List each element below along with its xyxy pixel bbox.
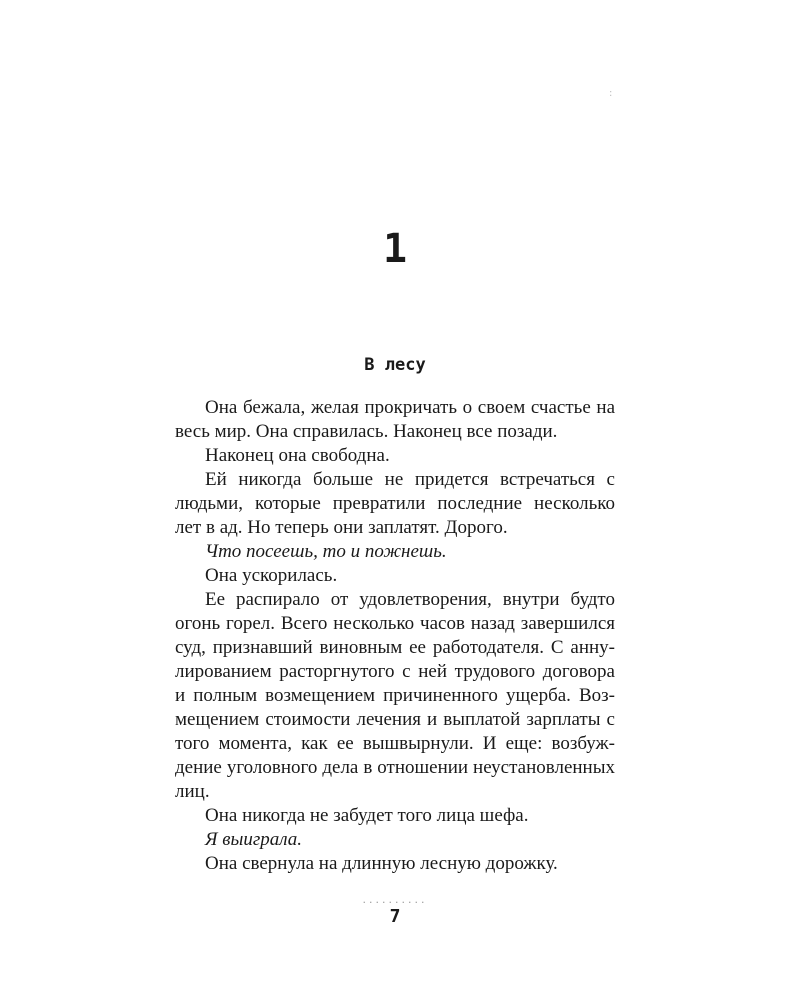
body-paragraph: Наконец она свободна.	[205, 445, 390, 466]
body-paragraph: Она свернула на длинную лесную дорожку.	[205, 853, 558, 874]
body-paragraph: Она бежала, желая прокричать о своем счастье на весь мир. Она справилась. Наконец все позади.	[175, 397, 615, 442]
page-footer	[0, 894, 790, 928]
body-paragraph: Что посеешь, то и пожнешь.	[205, 541, 447, 562]
chapter-body	[175, 396, 615, 876]
body-paragraph: Ее распирало от удовлетворения, внутри будто огонь горел. Всего несколько часов назад завершился суд, признавший виновным ее работодателя. С аннулированием расторгнутого с ней трудового договора и полным возмещением причиненного ущерба. Возмещением стоимости лечения и выплатой зарплаты с того момента, как ее вышвырнули. И еще: возбуждение уголовного дела в отношении неустановленных лиц.	[175, 589, 615, 802]
chapter-number: 1	[382, 226, 408, 272]
footer-dots: ..........	[362, 893, 428, 906]
body-paragraph: Она никогда не забудет того лица шефа.	[205, 805, 529, 826]
body-paragraph: Я выиграла.	[205, 829, 303, 850]
corner-mark: :	[609, 88, 613, 99]
body-paragraph: Она ускорилась.	[205, 565, 338, 586]
page-number: 7	[389, 906, 401, 927]
body-paragraph: Ей никогда больше не придется встречаться с людьми, которые превратили последние несколько лет в ад. Но теперь они заплатят. Дорого.	[175, 469, 615, 538]
chapter-title: В лесу	[364, 355, 426, 375]
